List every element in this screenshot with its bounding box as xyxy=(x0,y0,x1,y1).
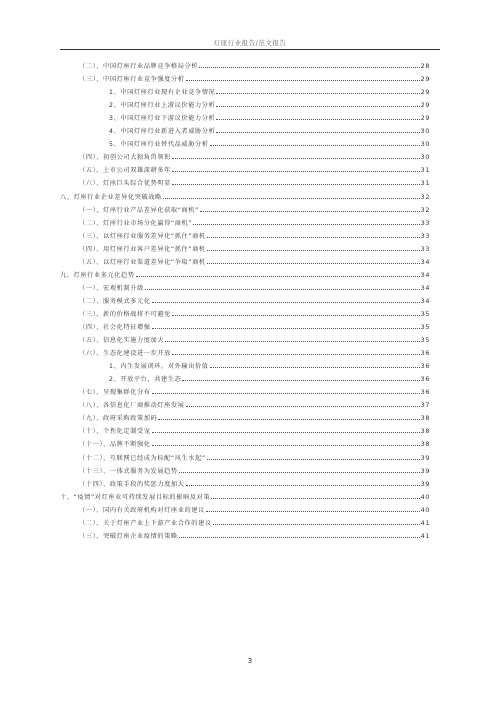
toc-entry[interactable] xyxy=(79,476,430,488)
toc-entry-page: 33 xyxy=(420,244,430,253)
toc-entry[interactable] xyxy=(79,175,430,187)
toc-leader-dots xyxy=(200,211,420,212)
toc-entry[interactable] xyxy=(109,123,430,135)
toc-entry-title: （六）、灯座巨头综合优势明显 xyxy=(79,180,171,188)
toc-entry[interactable] xyxy=(60,267,430,279)
toc-entry-page: 37 xyxy=(420,401,430,410)
toc-entry-page: 33 xyxy=(420,218,430,227)
toc-entry-title: 九、灯座行业多元化趋势 xyxy=(60,271,135,279)
toc-entry[interactable] xyxy=(109,136,430,148)
toc-entry-title: 1、中国灯座行业现有企业竞争情况 xyxy=(109,89,216,97)
toc-entry-page: 36 xyxy=(420,388,430,397)
toc-entry[interactable] xyxy=(79,254,430,266)
toc-entry-title: （二）、服务模式多元化 xyxy=(79,297,151,305)
toc-entry-page: 34 xyxy=(420,283,430,292)
toc-entry-title: （十一）、品牌不断强化 xyxy=(79,441,151,449)
toc-entry-page: 40 xyxy=(420,492,430,501)
toc-entry-page: 32 xyxy=(420,192,430,201)
toc-entry[interactable] xyxy=(79,397,430,409)
toc-entry-page: 29 xyxy=(420,114,430,123)
toc-entry-page: 36 xyxy=(420,375,430,384)
toc-entry-title: （三）、以灯座行业服务差异化“抓住”商机 xyxy=(79,232,206,240)
toc-entry[interactable] xyxy=(79,149,430,161)
toc-leader-dots xyxy=(207,237,420,238)
toc-entry-title: 2、中国灯座行业上游议价能力分析 xyxy=(109,102,216,110)
toc-leader-dots xyxy=(179,472,420,473)
header-rule xyxy=(60,49,440,50)
toc-leader-dots xyxy=(211,498,420,499)
toc-leader-dots xyxy=(152,302,420,303)
toc-entry-page: 31 xyxy=(420,179,430,188)
toc-leader-dots xyxy=(152,445,420,446)
toc-entry-title: 3、中国灯座行业下游议价能力分析 xyxy=(109,115,216,123)
toc-entry-page: 34 xyxy=(420,296,430,305)
toc-entry[interactable] xyxy=(79,345,430,357)
toc-entry-title: （十三）、一体式服务为发展趋势 xyxy=(79,467,178,475)
toc-entry[interactable] xyxy=(79,410,430,422)
toc-entry[interactable] xyxy=(79,241,430,253)
toc-entry[interactable] xyxy=(109,371,430,383)
toc-entry[interactable] xyxy=(79,306,430,318)
toc-entry-page: 34 xyxy=(420,257,430,266)
toc-leader-dots xyxy=(216,132,419,133)
toc-leader-dots xyxy=(186,406,420,407)
toc-leader-dots xyxy=(172,354,420,355)
toc-entry-title: 5、中国灯座行业替代品威胁分析 xyxy=(109,141,209,149)
toc-leader-dots xyxy=(210,367,420,368)
toc-entry-title: 八、灯座行业企业差异化突破战略 xyxy=(60,193,162,201)
toc-entry-title: （一）、国内有关政府机构对灯座业的建议 xyxy=(79,506,205,514)
toc-entry[interactable] xyxy=(60,189,430,201)
toc-entry[interactable] xyxy=(79,202,430,214)
toc-entry-title: 4、中国灯座行业新进入者威胁分析 xyxy=(109,128,216,136)
toc-entry-page: 35 xyxy=(420,336,430,345)
toc-entry[interactable] xyxy=(79,215,430,227)
toc-entry-title: 十、“疫情”对灯座业可持续发展目标的影响及对策 xyxy=(60,493,211,501)
toc-entry-page: 39 xyxy=(420,479,430,488)
toc-entry-title: （四）、社会化特征增强 xyxy=(79,324,151,331)
toc-entry[interactable] xyxy=(79,162,430,174)
toc-entry-page: 29 xyxy=(420,75,430,84)
toc-entry-title: （十二）、互联网已经成为标配“风生水起” xyxy=(79,454,206,462)
toc-entry[interactable] xyxy=(79,436,430,448)
toc-entry[interactable] xyxy=(60,489,430,501)
toc-entry[interactable] xyxy=(79,463,430,475)
toc-entry-title: （十四）、政策手段的奖惩力度加大 xyxy=(79,480,185,488)
toc-leader-dots xyxy=(213,524,420,525)
toc-entry-page: 30 xyxy=(420,153,430,162)
toc-entry-title: （九）、政府采购政策加码 xyxy=(79,415,158,423)
toc-entry[interactable] xyxy=(109,358,430,370)
toc-entry-title: （五）、上市公司双雄深耕多年 xyxy=(79,167,171,175)
toc-leader-dots xyxy=(158,419,419,420)
toc-leader-dots xyxy=(199,67,420,68)
toc-entry-page: 28 xyxy=(420,62,430,70)
toc-leader-dots xyxy=(193,224,420,225)
toc-leader-dots xyxy=(207,459,420,460)
toc-entry-page: 36 xyxy=(420,362,430,371)
toc-entry[interactable] xyxy=(79,384,430,396)
toc-leader-dots xyxy=(165,341,420,342)
toc-leader-dots xyxy=(207,263,420,264)
toc-entry-title: 2、开放平台，共建生态 xyxy=(109,376,182,384)
toc-entry-page: 29 xyxy=(420,101,430,110)
toc-leader-dots xyxy=(186,80,420,81)
toc-entry-title: （二）、关于灯座产业上下游产业合作的建议 xyxy=(79,519,212,527)
toc-entry-title: （三）、新的价格战将不可避免 xyxy=(79,310,171,318)
toc-leader-dots xyxy=(182,380,419,381)
toc-entry-page: 35 xyxy=(420,309,430,318)
toc-leader-dots xyxy=(216,93,419,94)
toc-entry-title: （二）、灯座行业市场分化赢得“商机” xyxy=(79,219,193,227)
toc-entry-page: 40 xyxy=(420,505,430,514)
toc-entry-page: 33 xyxy=(420,231,430,240)
toc-entry[interactable] xyxy=(109,84,430,96)
toc-entry-title: （四）、初创公司大独角兽领衔 xyxy=(79,154,171,162)
toc-entry-page: 38 xyxy=(420,440,430,449)
toc-entry[interactable] xyxy=(79,280,430,292)
toc-entry-page: 29 xyxy=(420,88,430,97)
toc-entry-page: 38 xyxy=(420,414,430,423)
toc-entry[interactable] xyxy=(79,450,430,462)
toc-entry[interactable] xyxy=(109,110,430,122)
toc-entry-title: （三）、突破灯座企业疫情的策略 xyxy=(79,532,178,540)
toc-entry-title: （六）、生态化建设进一步开放 xyxy=(79,350,171,358)
toc-entry-title: 1、内生发展闭环，对外输出价值 xyxy=(109,363,209,371)
toc-entry[interactable] xyxy=(79,58,430,70)
toc-entry-page: 30 xyxy=(420,127,430,136)
toc-leader-dots xyxy=(206,511,420,512)
toc-entry-title: （五）、信息化实施力度加大 xyxy=(79,337,165,345)
toc-leader-dots xyxy=(216,119,419,120)
toc-entry[interactable] xyxy=(79,71,430,83)
page-number: 3 xyxy=(247,657,253,665)
toc-entry-page: 41 xyxy=(420,531,430,540)
toc-entry-page: 39 xyxy=(420,466,430,475)
toc-leader-dots xyxy=(179,537,420,538)
toc-leader-dots xyxy=(210,145,420,146)
toc-entry-page: 35 xyxy=(420,323,430,331)
toc-entry[interactable] xyxy=(79,515,430,527)
toc-entry-title: （二）、中国灯座行业品牌竞争格局分析 xyxy=(79,63,199,70)
toc-leader-dots xyxy=(172,184,420,185)
toc-leader-dots xyxy=(186,485,420,486)
toc-leader-dots xyxy=(163,198,420,199)
toc-leader-dots xyxy=(152,328,420,329)
toc-leader-dots xyxy=(172,171,420,172)
toc-entry-page: 39 xyxy=(420,453,430,462)
toc-entry-title: （四）、用灯座行业客户差异化“抓住”商机 xyxy=(79,245,206,253)
toc-entry[interactable] xyxy=(79,423,430,435)
toc-leader-dots xyxy=(152,432,420,433)
toc-leader-dots xyxy=(216,106,419,107)
toc-leader-dots xyxy=(136,276,420,277)
toc-entry-title: （十）、个性化定制受宠 xyxy=(79,428,151,436)
toc-entry[interactable] xyxy=(79,319,430,331)
toc-entry[interactable] xyxy=(109,97,430,109)
toc-leader-dots xyxy=(207,250,420,251)
toc-entry-page: 30 xyxy=(420,140,430,149)
toc-leader-dots xyxy=(152,393,420,394)
toc-entry-page: 34 xyxy=(420,270,430,279)
toc-entry[interactable] xyxy=(79,528,430,540)
toc-entry-page: 41 xyxy=(420,518,430,527)
toc-entry-title: （一）、灯座行业产品差异化获取“商机” xyxy=(79,206,199,214)
toc-entry-title: （三）、中国灯座行业竞争强度分析 xyxy=(79,76,185,84)
toc-leader-dots xyxy=(172,315,420,316)
toc-leader-dots xyxy=(172,158,420,159)
toc-entry-title: （一）、宏观机制升级 xyxy=(79,284,144,292)
toc-entry-page: 31 xyxy=(420,166,430,175)
toc-entry[interactable] xyxy=(79,502,430,514)
toc-entry[interactable] xyxy=(79,293,430,305)
toc-entry-page: 36 xyxy=(420,349,430,358)
toc-entry-page: 38 xyxy=(420,427,430,436)
toc-entry-title: （五）、以灯座行业渠道差异化“争取”商机 xyxy=(79,258,206,266)
toc-entry[interactable] xyxy=(79,228,430,240)
toc-entry-title: （八）、各信息化厂商推动灯座发展 xyxy=(79,402,185,410)
toc-entry-page: 32 xyxy=(420,205,430,214)
toc-leader-dots xyxy=(145,289,420,290)
page-header: 灯座行业报告/范文报告 xyxy=(213,39,287,47)
toc-entry[interactable] xyxy=(79,332,430,344)
toc-entry-title: （七）、呈现集群化分布 xyxy=(79,389,151,397)
